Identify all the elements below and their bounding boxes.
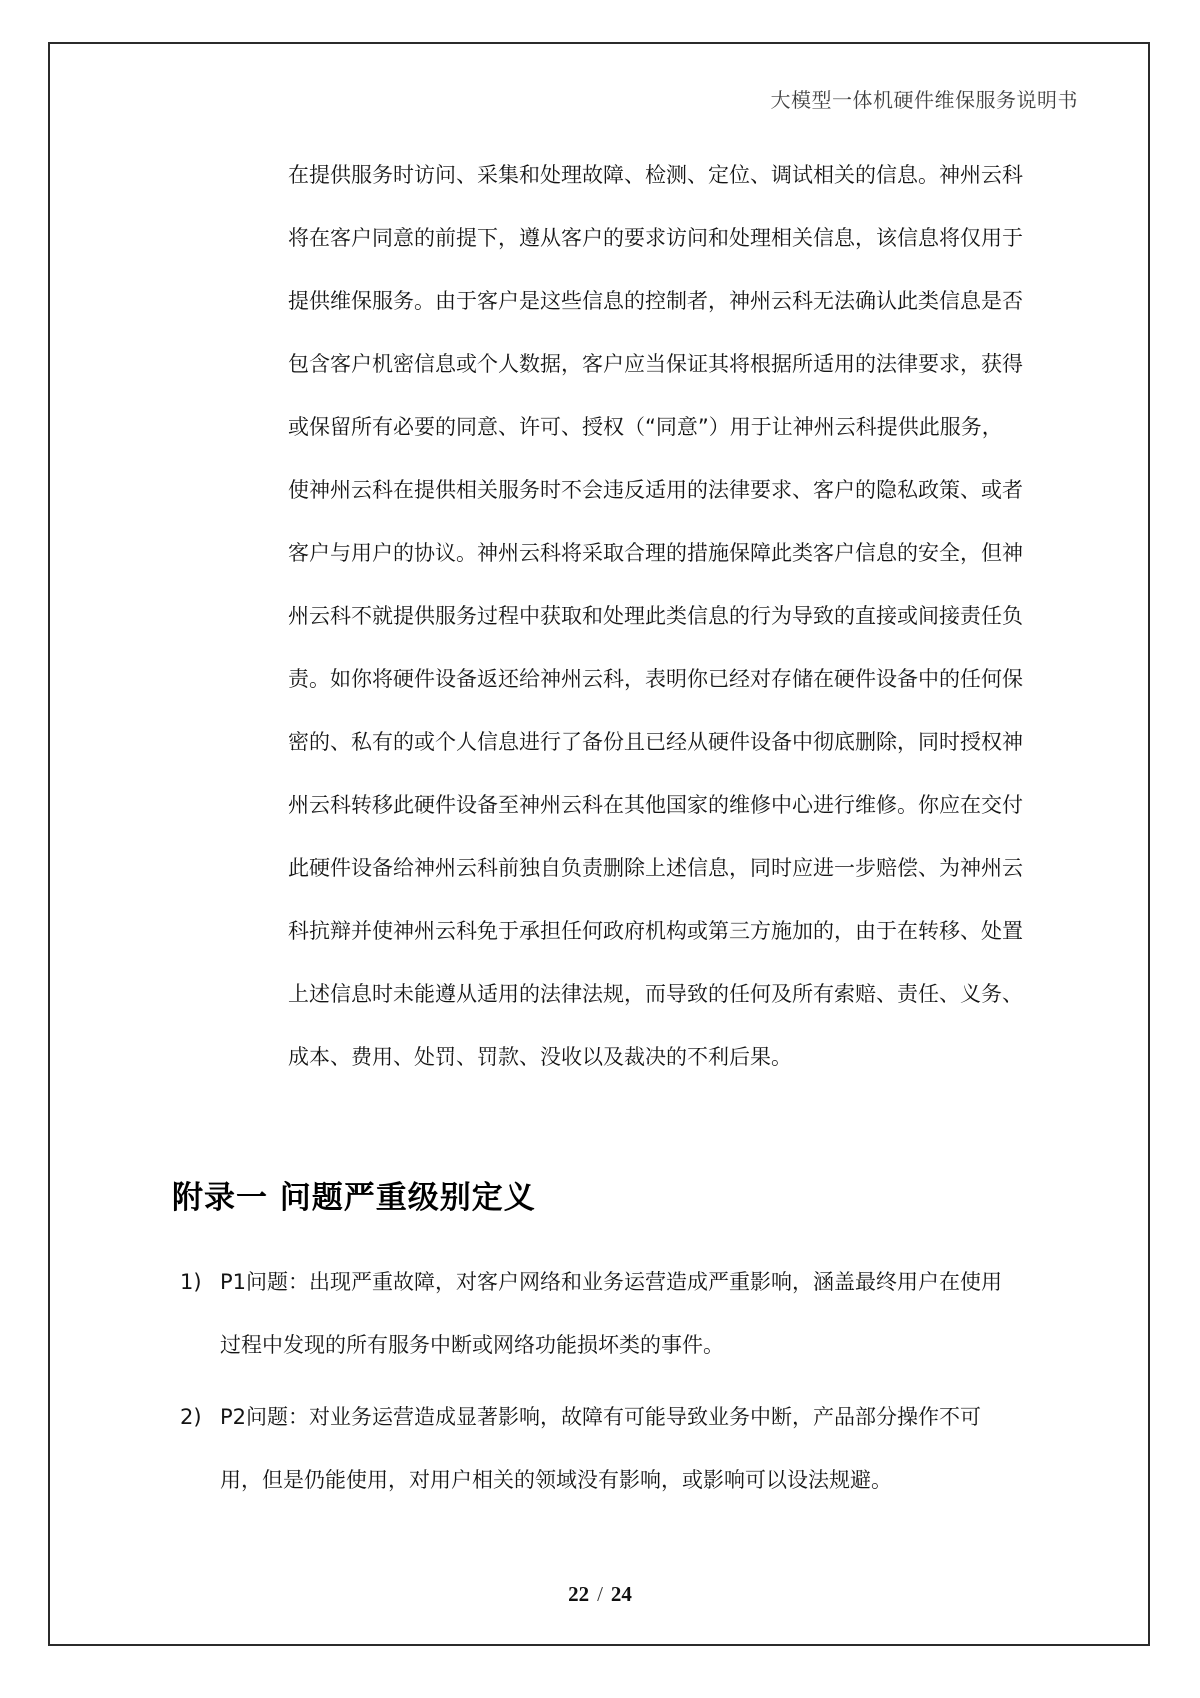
paragraph-line: 在提供服务时访问、采集和处理故障、检测、定位、调试相关的信息。神州云科 [288, 163, 1023, 187]
paragraph-line: 将在客户同意的前提下，遵从客户的要求访问和处理相关信息，该信息将仅用于 [288, 226, 1023, 250]
page-number-current: 22 [568, 1582, 590, 1606]
paragraph-line: 包含客户机密信息或个人数据，客户应当保证其将根据所适用的法律要求，获得 [288, 352, 1023, 376]
list-item-line: P2问题：对业务运营造成显著影响，故障有可能导致业务中断，产品部分操作不可 [220, 1405, 982, 1429]
paragraph-line: 提供维保服务。由于客户是这些信息的控制者，神州云科无法确认此类信息是否 [288, 289, 1023, 313]
paragraph-line: 客户与用户的协议。神州云科将采取合理的措施保障此类客户信息的安全，但神 [288, 541, 1023, 565]
paragraph-line: 责。如你将硬件设备返还给神州云科，表明你已经对存储在硬件设备中的任何保 [288, 667, 1023, 691]
paragraph-line: 使神州云科在提供相关服务时不会违反适用的法律要求、客户的隐私政策、或者 [288, 478, 1023, 502]
paragraph-line: 州云科转移此硬件设备至神州云科在其他国家的维修中心进行维修。你应在交付 [288, 793, 1023, 817]
list-item-number: 2) [180, 1405, 202, 1429]
paragraph-line: 此硬件设备给神州云科前独自负责删除上述信息，同时应进一步赔偿、为神州云 [288, 856, 1023, 880]
appendix-title: 附录一 问题严重级别定义 [172, 1180, 536, 1216]
list-item-line: 过程中发现的所有服务中断或网络功能损坏类的事件。 [220, 1333, 724, 1357]
paragraph-line: 上述信息时未能遵从适用的法律法规，而导致的任何及所有索赔、责任、义务、 [288, 982, 1023, 1006]
page-number-separator: / [597, 1582, 603, 1606]
paragraph-line: 或保留所有必要的同意、许可、授权（“同意”）用于让神州云科提供此服务， [288, 415, 1003, 439]
list-item-p1 [180, 1251, 1030, 1377]
list-item-number: 1) [180, 1270, 202, 1294]
body-paragraph [288, 144, 1023, 1089]
list-item-text [220, 1386, 1030, 1512]
page-footer [0, 1582, 1200, 1607]
paragraph-line: 密的、私有的或个人信息进行了备份且已经从硬件设备中彻底删除，同时授权神 [288, 730, 1023, 754]
paragraph-line: 成本、费用、处罚、罚款、没收以及裁决的不利后果。 [288, 1045, 792, 1069]
list-item-line: P1问题：出现严重故障，对客户网络和业务运营造成严重影响，涵盖最终用户在使用 [220, 1270, 1003, 1294]
list-item-text [220, 1251, 1030, 1377]
paragraph-line: 科抗辩并使神州云科免于承担任何政府机构或第三方施加的，由于在转移、处置 [288, 919, 1023, 943]
page-number-total: 24 [610, 1582, 632, 1606]
document-header-title: 大模型一体机硬件维保服务说明书 [770, 88, 1078, 112]
appendix-list [180, 1251, 1030, 1521]
paragraph-line: 州云科不就提供服务过程中获取和处理此类信息的行为导致的直接或间接责任负 [288, 604, 1023, 628]
list-item-p2 [180, 1386, 1030, 1512]
list-item-line: 用，但是仍能使用，对用户相关的领域没有影响，或影响可以设法规避。 [220, 1468, 892, 1492]
